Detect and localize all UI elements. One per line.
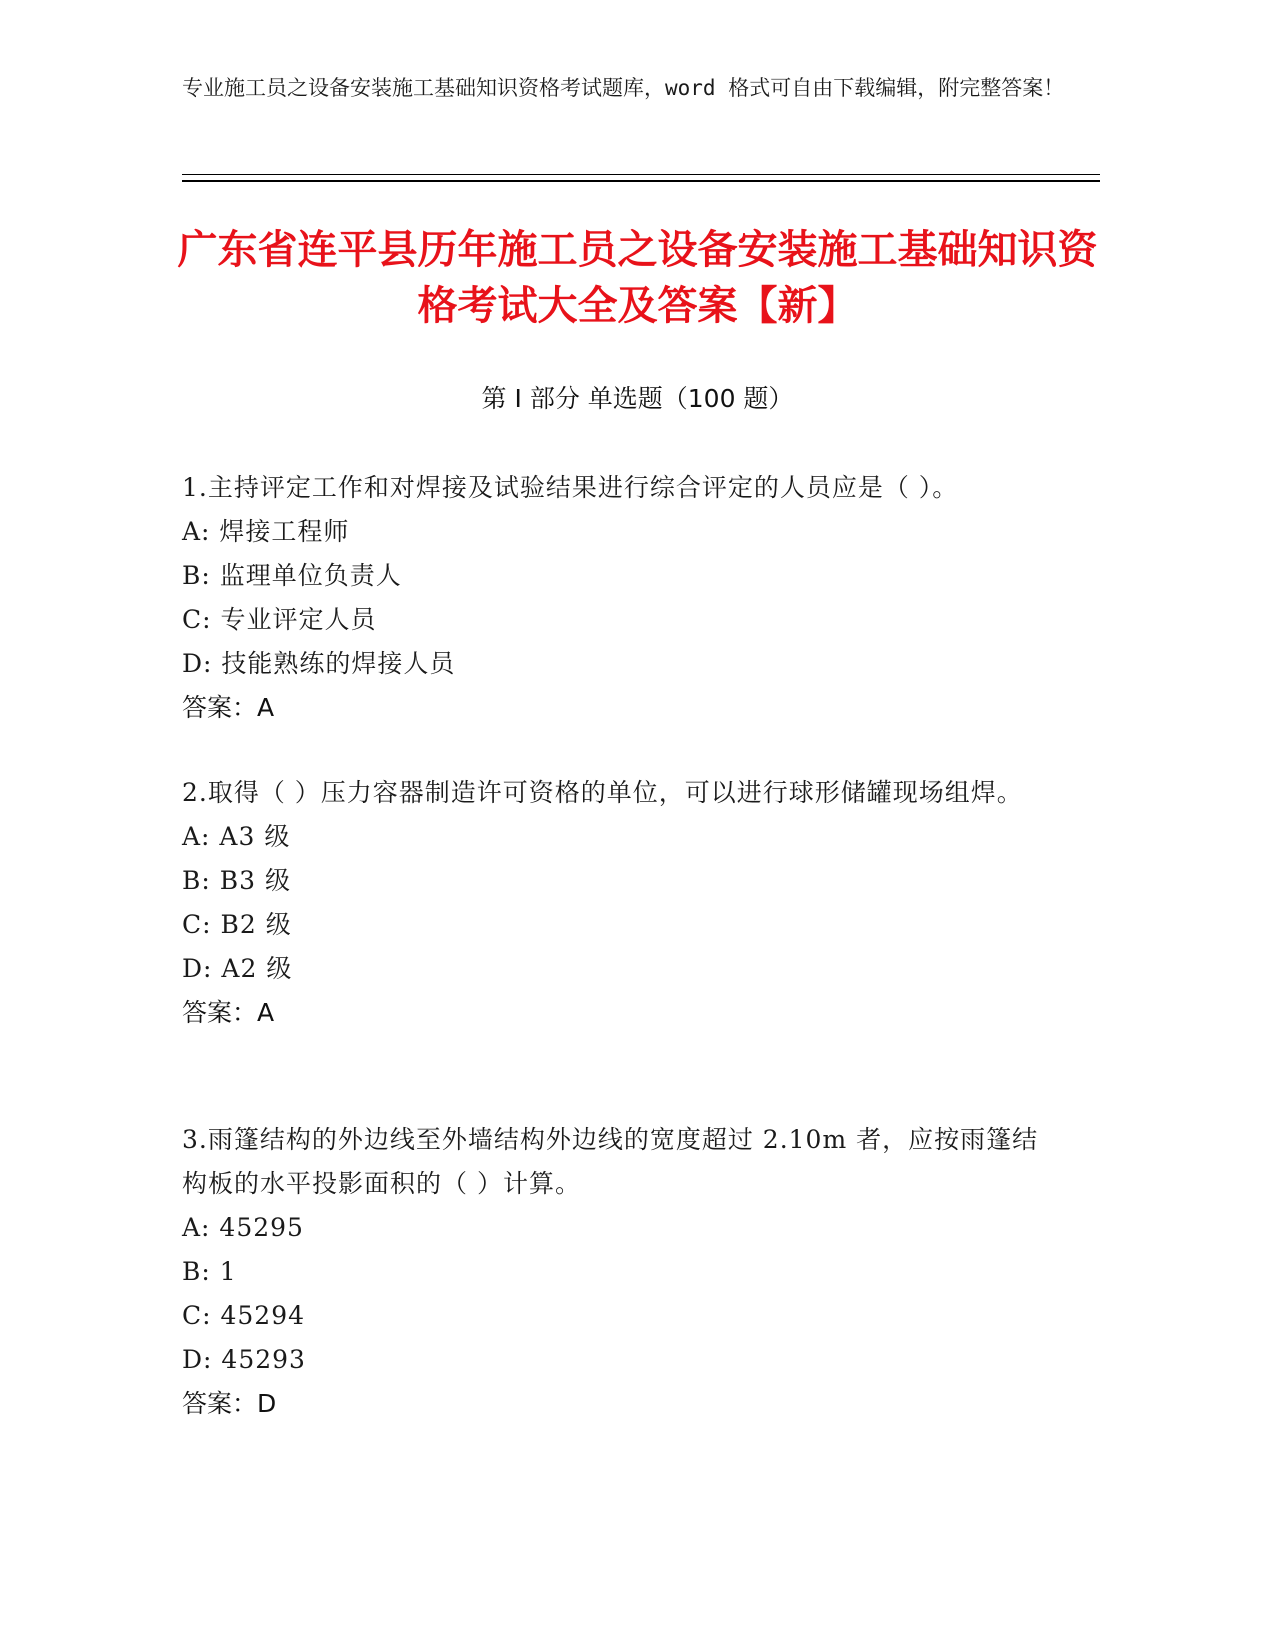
question-3 [182,1118,1062,1426]
section-heading: 第 I 部分 单选题（100 题） [481,384,794,413]
option-a: A: 焊接工程师 [182,517,350,546]
header-divider-bottom [182,180,1100,182]
question-1 [182,466,1062,730]
question-2 [182,771,1062,1035]
option-a: A: A3 级 [182,822,291,851]
question-stem: 2.取得（ ）压力容器制造许可资格的单位，可以进行球形储罐现场组焊。 [182,778,1023,807]
option-d: D: A2 级 [182,954,293,983]
document-title: 广东省连平县历年施工员之设备安装施工基础知识资格考试大全及答案【新】 [177,227,1098,329]
option-d: D: 技能熟练的焊接人员 [182,649,456,678]
option-c: C: B2 级 [182,910,292,939]
option-c: C: 专业评定人员 [182,605,377,634]
question-stem: 1.主持评定工作和对焊接及试验结果进行综合评定的人员应是（ ）。 [182,473,959,502]
header-note: 专业施工员之设备安装施工基础知识资格考试题库，word 格式可自由下载编辑，附完整答案！ [182,76,1065,100]
question-stem: 3.雨篷结构的外边线至外墙结构外边线的宽度超过 2.10m 者，应按雨篷结构板的水平投影面积的（ ）计算。 [182,1125,1039,1198]
option-d: D: 45293 [182,1345,306,1374]
option-b: B: 监理单位负责人 [182,561,402,590]
answer: 答案：A [182,693,275,722]
option-b: B: B3 级 [182,866,291,895]
option-a: A: 45295 [182,1213,304,1242]
answer: 答案：D [182,1389,277,1418]
option-b: B: 1 [182,1257,237,1286]
option-c: C: 45294 [182,1301,306,1330]
answer: 答案：A [182,998,275,1027]
header-divider-top [182,174,1100,175]
